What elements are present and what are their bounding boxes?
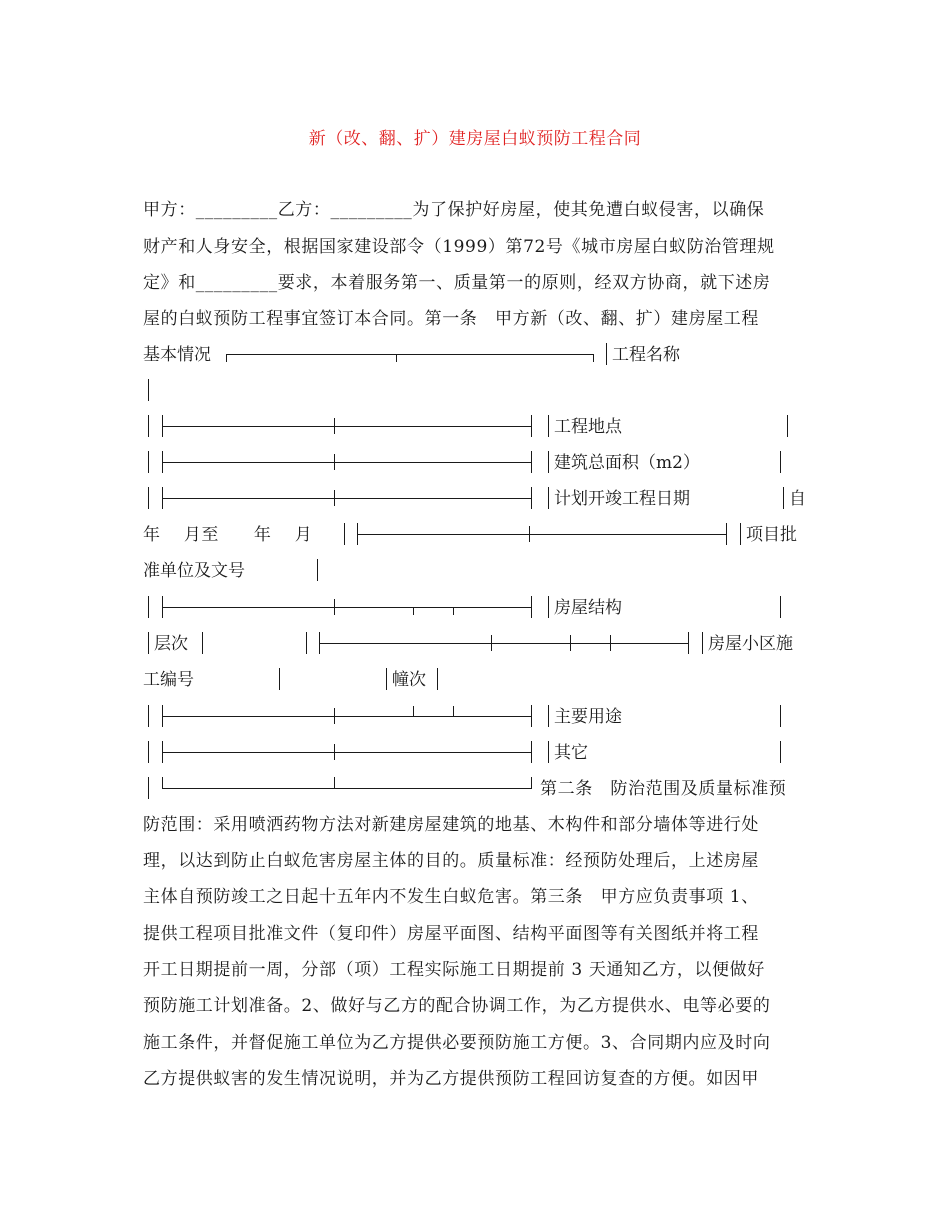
label-floors: 层次: [154, 634, 188, 654]
table-tick: [334, 708, 335, 724]
label-total-area: 建筑总面积（m2）: [554, 453, 700, 473]
table-border: [548, 451, 549, 473]
table-border: [148, 705, 149, 727]
table-tick: [531, 777, 532, 788]
text-line: 主体自预防竣工之日起十五年内不发生白蚁危害。第三条 甲方应负责事项 1、: [143, 887, 759, 907]
label-project-site: 工程地点: [554, 417, 622, 437]
table-border: [148, 741, 149, 763]
table-border: [148, 487, 149, 509]
label-district-2: 工编号: [143, 670, 194, 690]
table-border: [344, 523, 345, 545]
table-border: [531, 451, 532, 473]
table-tick: [529, 526, 530, 542]
table-rule: [162, 426, 532, 427]
table-border: [787, 415, 788, 437]
table-tick: [334, 454, 335, 470]
table-border: [148, 379, 149, 401]
table-tick: [453, 607, 454, 615]
table-border: [531, 596, 532, 618]
text-line: 防范围：采用喷洒药物方法对新建房屋建筑的地基、木构件和部分墙体等进行处: [143, 815, 759, 835]
table-rule: [162, 462, 532, 463]
table-border: [726, 523, 727, 545]
table-tick: [453, 706, 454, 716]
label-other: 其它: [554, 743, 588, 763]
table-border: [531, 705, 532, 727]
table-border: [202, 632, 203, 654]
label-building-no: 幢次: [392, 670, 426, 690]
table-border: [783, 487, 784, 509]
table-border: [531, 415, 532, 437]
table-rule: [162, 752, 532, 753]
table-rule: [162, 607, 532, 608]
table-tick: [334, 418, 335, 434]
table-rule: [162, 498, 532, 499]
table-tick: [334, 744, 335, 760]
table-border: [740, 523, 741, 545]
table-border: [148, 451, 149, 473]
table-tick: [610, 635, 611, 651]
table-border: [531, 741, 532, 763]
table-rule: [162, 788, 532, 789]
label-from: 自: [789, 489, 806, 509]
table-border: [279, 668, 280, 690]
table-border: [306, 632, 307, 654]
text-line: 开工日期提前一周，分部（项）工程实际施工日期提前 3 天通知乙方，以便做好: [143, 960, 765, 980]
table-border: [688, 632, 689, 654]
text-line: 施工条件，并督促施工单位为乙方提供必要预防施工方便。3、合同期内应及时向: [143, 1033, 771, 1053]
table-tick: [413, 706, 414, 716]
label-usage: 主要用途: [554, 707, 622, 727]
table-tick: [413, 607, 414, 615]
table-tick: [491, 635, 492, 651]
text-line: 定》和_________要求，本着服务第一、质量第一的原则，经双方协商，就下述房: [143, 273, 771, 293]
label-plan-dates: 计划开竣工程日期: [554, 489, 690, 509]
table-border: [548, 487, 549, 509]
table-rule: [357, 534, 727, 535]
document-title: 新（改、翻、扩）建房屋白蚁预防工程合同: [308, 129, 642, 149]
label-date-range: 年 月至 年 月: [143, 525, 313, 545]
article-2-heading: 第二条 防治范围及质量标准预: [540, 779, 787, 799]
table-rule: [319, 643, 689, 644]
text-line: 屋的白蚁预防工程事宜签订本合同。第一条 甲方新（改、翻、扩）建房屋工程: [143, 309, 759, 329]
table-border: [317, 559, 318, 581]
table-border: [437, 668, 438, 690]
text-line: 财产和人身安全，根据国家建设部令（1999）第72号《城市房屋白蚁防治管理规: [143, 237, 775, 257]
table-border: [780, 451, 781, 473]
label-basic-info: 基本情况: [143, 345, 211, 365]
table-tick: [396, 354, 397, 362]
table-border: [548, 741, 549, 763]
label-district-1: 房屋小区施: [708, 634, 793, 654]
table-tick: [334, 777, 335, 788]
table-border: [606, 343, 607, 365]
table-border: [531, 487, 532, 509]
table-border: [548, 415, 549, 437]
table-border: [702, 632, 703, 654]
table-border: [148, 415, 149, 437]
table-rule: [226, 354, 594, 355]
table-border: [548, 596, 549, 618]
label-project-name: 工程名称: [612, 345, 680, 365]
label-structure: 房屋结构: [554, 598, 622, 618]
text-line: 理，以达到防止白蚁危害房屋主体的目的。质量标准：经预防处理后，上述房屋: [143, 851, 759, 871]
table-border: [148, 777, 149, 799]
label-approval-2: 准单位及文号: [143, 561, 245, 581]
table-border: [780, 596, 781, 618]
table-border: [548, 705, 549, 727]
text-line: 甲方：_________乙方：_________为了保护好房屋，使其免遭白蚁侵害，以确保: [143, 200, 765, 220]
table-border: [780, 705, 781, 727]
table-tick: [334, 490, 335, 506]
text-line: 预防施工计划准备。2、做好与乙方的配合协调工作，为乙方提供水、电等必要的: [143, 996, 771, 1016]
table-tick: [334, 599, 335, 615]
table-tick: [570, 635, 571, 651]
table-border: [148, 596, 149, 618]
text-line: 提供工程项目批准文件（复印件）房屋平面图、结构平面图等有关图纸并将工程: [143, 924, 759, 944]
table-border: [148, 632, 149, 654]
table-border: [386, 668, 387, 690]
table-tick: [226, 354, 227, 362]
text-line: 乙方提供蚁害的发生情况说明，并为乙方提供预防工程回访复查的方便。如因甲: [143, 1069, 759, 1089]
table-rule: [162, 716, 532, 717]
table-border: [780, 741, 781, 763]
label-approval-1: 项目批: [746, 525, 797, 545]
table-tick: [593, 354, 594, 362]
